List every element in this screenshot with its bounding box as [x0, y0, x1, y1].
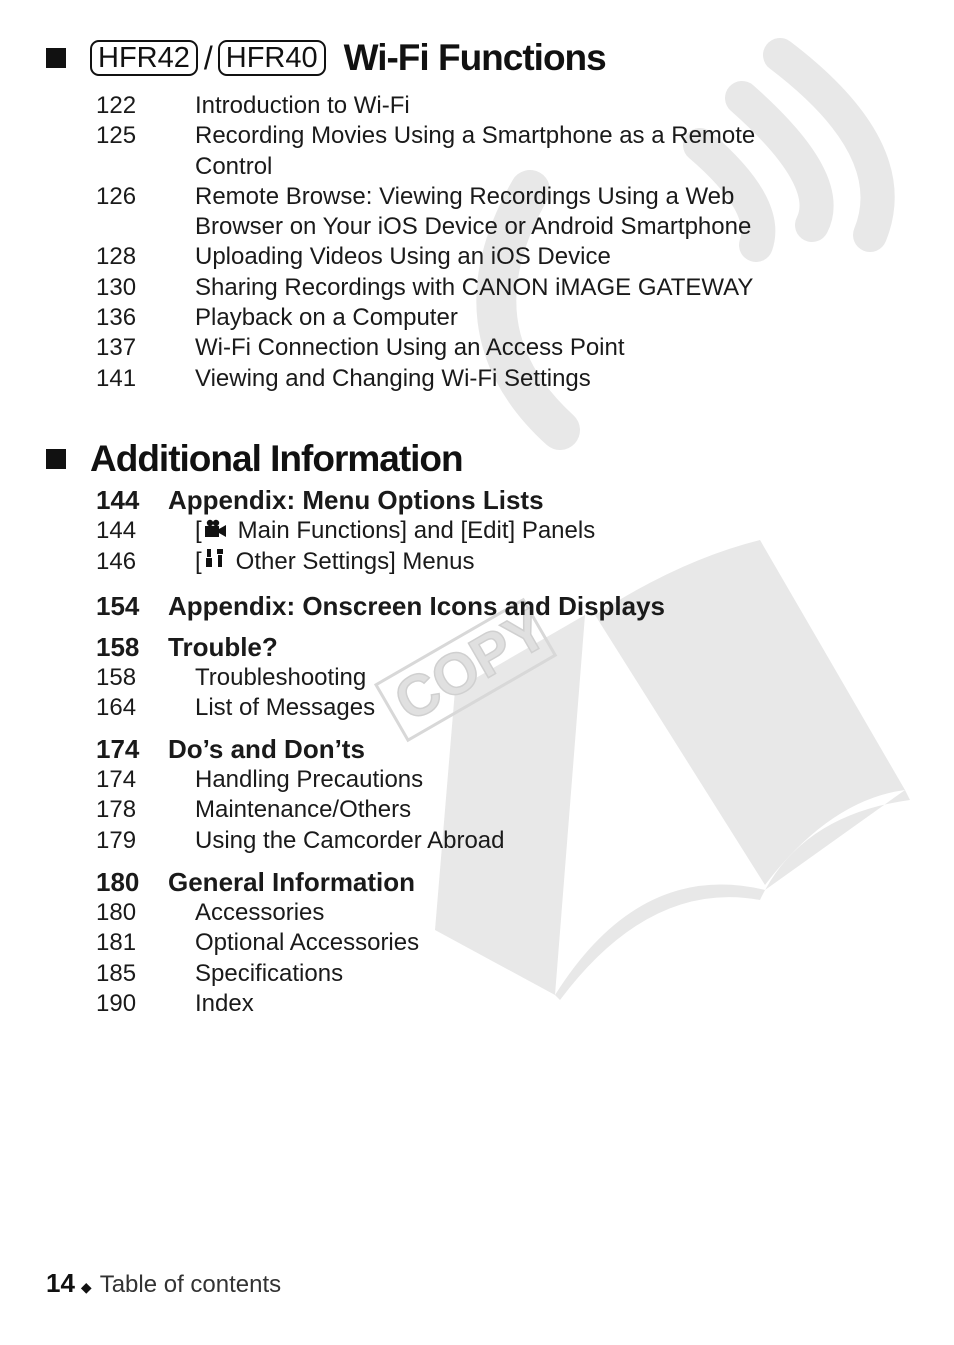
- toc-group-heading[interactable]: [96, 484, 954, 516]
- wifi-section-heading: [46, 37, 606, 79]
- additional-toc-list: [96, 484, 954, 1019]
- page-number: 144: [96, 517, 137, 544]
- page-number: 158: [96, 663, 137, 691]
- camcorder-icon: [204, 517, 228, 547]
- toc-group-heading[interactable]: [96, 866, 954, 898]
- toc-entry[interactable]: [96, 663, 954, 693]
- svg-text:COPY: COPY: [383, 595, 559, 735]
- group-title: General Information: [168, 867, 416, 898]
- entry-title: Sharing Recordings with CANON iMAGE GATEWAY: [195, 273, 754, 301]
- page-number: 130: [96, 273, 137, 301]
- square-bullet-icon: [46, 48, 66, 68]
- toc-entry[interactable]: [96, 91, 954, 121]
- group-title: Trouble?: [168, 631, 278, 662]
- entry-title: Viewing and Changing Wi-Fi Settings: [195, 364, 591, 392]
- toc-entry[interactable]: [96, 303, 954, 333]
- toc-entry[interactable]: [96, 959, 954, 989]
- entry-title: Uploading Videos Using an iOS Device: [195, 243, 611, 271]
- section-title: Additional Information: [90, 438, 463, 479]
- page-number: 136: [96, 304, 137, 332]
- entry-title: Accessories: [195, 899, 325, 927]
- entry-title: Maintenance/Others: [195, 796, 412, 824]
- entry-title: Index: [195, 989, 254, 1017]
- entry-title: List of Messages: [195, 693, 376, 721]
- page-number: 122: [96, 92, 137, 119]
- entry-title: Other Settings] Menus: [235, 547, 475, 575]
- entry-title: Using the Camcorder Abroad: [195, 826, 505, 854]
- entry-title: Playback on a Computer: [195, 304, 458, 332]
- entry-title: Optional Accessories: [195, 929, 420, 957]
- page-number: 180: [96, 899, 137, 927]
- page-number: 178: [96, 796, 137, 824]
- toc-entry[interactable]: [96, 364, 954, 394]
- entry-title: Wi-Fi Connection Using an Access Point: [195, 334, 625, 362]
- page-number: 144: [96, 485, 140, 515]
- toc-entry[interactable]: [96, 333, 954, 363]
- wifi-toc-list: [96, 91, 954, 394]
- page-number: 174: [96, 766, 137, 794]
- toc-entry[interactable]: [96, 516, 954, 547]
- model-badge-hfr42: HFR42: [90, 40, 198, 76]
- page-number: 180: [96, 867, 140, 898]
- page-number: 190: [96, 989, 137, 1017]
- section-title: Wi-Fi Functions: [343, 37, 606, 78]
- page-number: 185: [96, 959, 137, 987]
- bracket: [: [195, 547, 202, 575]
- additional-section-heading: [46, 438, 463, 480]
- group-title: Do’s and Don’ts: [168, 734, 365, 765]
- page-footer: [46, 1268, 281, 1299]
- page-number: 125: [96, 122, 137, 150]
- toc-entry[interactable]: [96, 121, 954, 182]
- entry-title: Introduction to Wi-Fi: [195, 92, 410, 119]
- page-number: 179: [96, 826, 137, 854]
- toc-entry[interactable]: [96, 182, 954, 243]
- footer-label: Table of contents: [99, 1271, 282, 1298]
- model-badge-hfr40: HFR40: [218, 40, 326, 76]
- page-number: 181: [96, 929, 137, 957]
- bracket: [: [195, 517, 202, 544]
- group-title: Appendix: Onscreen Icons and Displays: [168, 590, 666, 621]
- diamond-separator-icon: ◆: [80, 1279, 92, 1295]
- page-number: 164: [96, 693, 137, 721]
- toc-group-heading[interactable]: [96, 631, 954, 663]
- toc-entry[interactable]: [96, 898, 954, 928]
- page-number: 128: [96, 243, 137, 271]
- toc-entry[interactable]: [96, 826, 954, 856]
- page-number: 158: [96, 631, 140, 662]
- entry-title: Troubleshooting: [195, 663, 367, 691]
- badge-separator: /: [203, 39, 212, 76]
- entry-title: Main Functions] and [Edit] Panels: [237, 517, 596, 544]
- toc-entry[interactable]: [96, 795, 954, 825]
- toc-entry[interactable]: [96, 693, 954, 723]
- toc-entry[interactable]: [96, 928, 954, 958]
- toc-entry[interactable]: [96, 242, 954, 272]
- page-number: 146: [96, 547, 137, 575]
- toc-group-heading[interactable]: [96, 733, 954, 765]
- page-number: 174: [96, 734, 140, 765]
- page-number: 154: [96, 590, 140, 621]
- entry-title: Specifications: [195, 959, 344, 987]
- settings-tools-icon: [204, 547, 226, 577]
- square-bullet-icon: [46, 449, 66, 469]
- toc-entry[interactable]: [96, 273, 954, 303]
- group-title: Appendix: Menu Options Lists: [168, 485, 544, 515]
- entry-title: Recording Movies Using a Smartphone as a Remote Control: [195, 122, 756, 180]
- page-number: 137: [96, 334, 137, 362]
- entry-title: Handling Precautions: [195, 766, 424, 794]
- page-number: 14: [46, 1268, 75, 1298]
- toc-entry[interactable]: [96, 547, 954, 578]
- entry-title: Remote Browse: Viewing Recordings Using a Web Browser on Your iOS Device or Android Smartphone: [195, 182, 752, 241]
- page-number: 126: [96, 182, 137, 210]
- toc-entry[interactable]: [96, 765, 954, 795]
- page-number: 141: [96, 364, 137, 392]
- toc-group-heading[interactable]: [96, 590, 954, 622]
- toc-entry[interactable]: [96, 989, 954, 1019]
